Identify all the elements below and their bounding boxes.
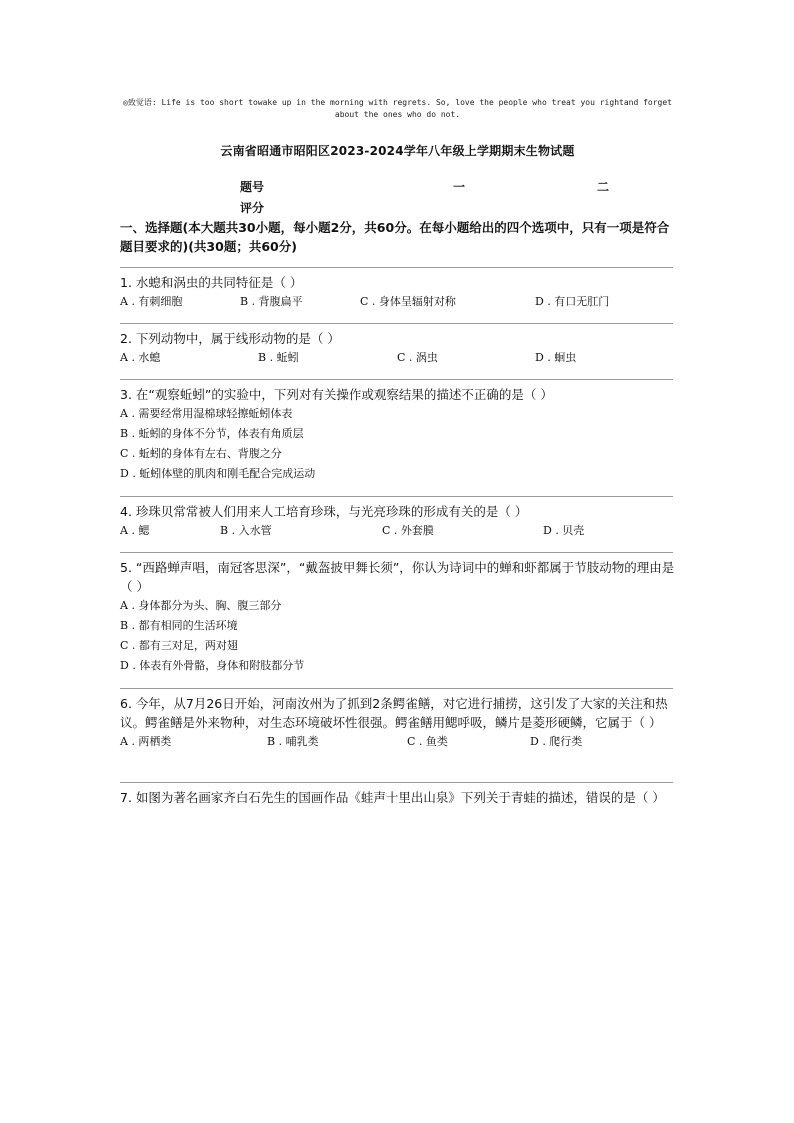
- question-2: [120, 329, 675, 367]
- question-stem: 5. “西路蝉声唱，南冠客思深”，“戴盔披甲舞长须”，你认为诗词中的蝉和虾都属于节肢动物的理由是（ ）: [120, 560, 675, 594]
- question-4: [120, 502, 675, 540]
- options-row: [120, 521, 675, 540]
- option-a[interactable]: A . 有刺细胞: [120, 295, 183, 308]
- option-d[interactable]: D . 蚯蚓体壁的肌肉和刚毛配合完成运动: [120, 467, 316, 480]
- option-c[interactable]: C . 鱼类: [407, 735, 448, 748]
- question-6: [120, 694, 675, 751]
- score-table-col-1: 一: [453, 180, 466, 194]
- question-divider: [120, 688, 673, 689]
- question-stem: 2. 下列动物中，属于线形动物的是（ ）: [120, 331, 340, 346]
- option-d[interactable]: D . 贝壳: [543, 524, 585, 537]
- question-stem: 4. 珍珠贝常常被人们用来人工培育珍珠，与光亮珍珠的形成有关的是（ ）: [120, 504, 528, 519]
- option-c[interactable]: C . 外套膜: [382, 524, 434, 537]
- score-table-col-2: 二: [597, 180, 610, 194]
- question-divider: [120, 323, 673, 324]
- score-table-row-label: 评分: [240, 201, 265, 215]
- question-stem: 6. 今年，从7月26日开始，河南汝州为了抓到2条鳄雀鳝，对它进行捕捞，这引发了大家的关注和热议。鳄雀鳝是外来物种，对生态环境破坏性很强。鳄雀鳝用鳃呼吸，鳞片是菱形硬鳞，它属于（ ）: [120, 696, 668, 730]
- option-a[interactable]: A . 鳃: [120, 524, 150, 537]
- options-row: [120, 292, 675, 311]
- option-b[interactable]: B . 入水管: [220, 524, 272, 537]
- option-c[interactable]: C . 都有三对足，两对翅: [120, 639, 238, 652]
- option-a[interactable]: A . 水螅: [120, 351, 161, 364]
- options-row: [120, 732, 675, 751]
- options-row: [120, 348, 675, 367]
- question-divider: [120, 552, 673, 553]
- option-b[interactable]: B . 都有相同的生活环境: [120, 619, 238, 632]
- question-5: [120, 558, 675, 676]
- option-a[interactable]: A . 需要经常用湿棉球轻擦蚯蚓体表: [120, 407, 293, 420]
- motto-text: ◎致觉语: Life is too short towake up in the morning with regrets. So, love the people who treat you rightand forget about the ones who do not.: [123, 98, 672, 119]
- option-d[interactable]: D . 体表有外骨骼，身体和附肢都分节: [120, 659, 305, 672]
- question-stem: 1. 水螅和涡虫的共同特征是（ ）: [120, 275, 303, 290]
- score-table-col-label: 题号: [240, 180, 265, 194]
- option-d[interactable]: D . 蛔虫: [535, 351, 577, 364]
- question-3: [120, 385, 675, 484]
- option-d[interactable]: D . 有口无肛门: [535, 295, 610, 308]
- exam-title: 云南省昭通市昭阳区2023-2024学年八年级上学期期末生物试题: [220, 144, 575, 158]
- question-divider: [120, 782, 673, 783]
- option-c[interactable]: C . 蚯蚓的身体有左右、背腹之分: [120, 447, 282, 460]
- question-7: [120, 788, 675, 807]
- question-divider: [120, 267, 673, 268]
- section-heading: 一、选择题(本大题共30小题，每小题2分，共60分。在每小题给出的四个选项中，只有一项是符合题目要求的)(共30题；共60分): [120, 220, 670, 254]
- option-b[interactable]: B . 背腹扁平: [240, 295, 303, 308]
- option-c[interactable]: C . 涡虫: [397, 351, 438, 364]
- question-divider: [120, 379, 673, 380]
- option-a[interactable]: A . 两栖类: [120, 735, 172, 748]
- question-stem: 3. 在“观察蚯蚓”的实验中，下列对有关操作或观察结果的描述不正确的是（ ）: [120, 387, 553, 402]
- option-c[interactable]: C . 身体呈辐射对称: [360, 295, 456, 308]
- option-b[interactable]: B . 蚯蚓: [258, 351, 299, 364]
- question-stem: 7. 如图为著名画家齐白石先生的国画作品《蛙声十里出山泉》下列关于青蛙的描述，错误的是（ ）: [120, 790, 665, 805]
- option-a[interactable]: A . 身体都分为头、胸、腹三部分: [120, 599, 282, 612]
- option-d[interactable]: D . 爬行类: [530, 735, 583, 748]
- question-divider: [120, 496, 673, 497]
- question-1: [120, 273, 675, 311]
- option-b[interactable]: B . 蚯蚓的身体不分节，体表有角质层: [120, 427, 304, 440]
- option-b[interactable]: B . 哺乳类: [267, 735, 319, 748]
